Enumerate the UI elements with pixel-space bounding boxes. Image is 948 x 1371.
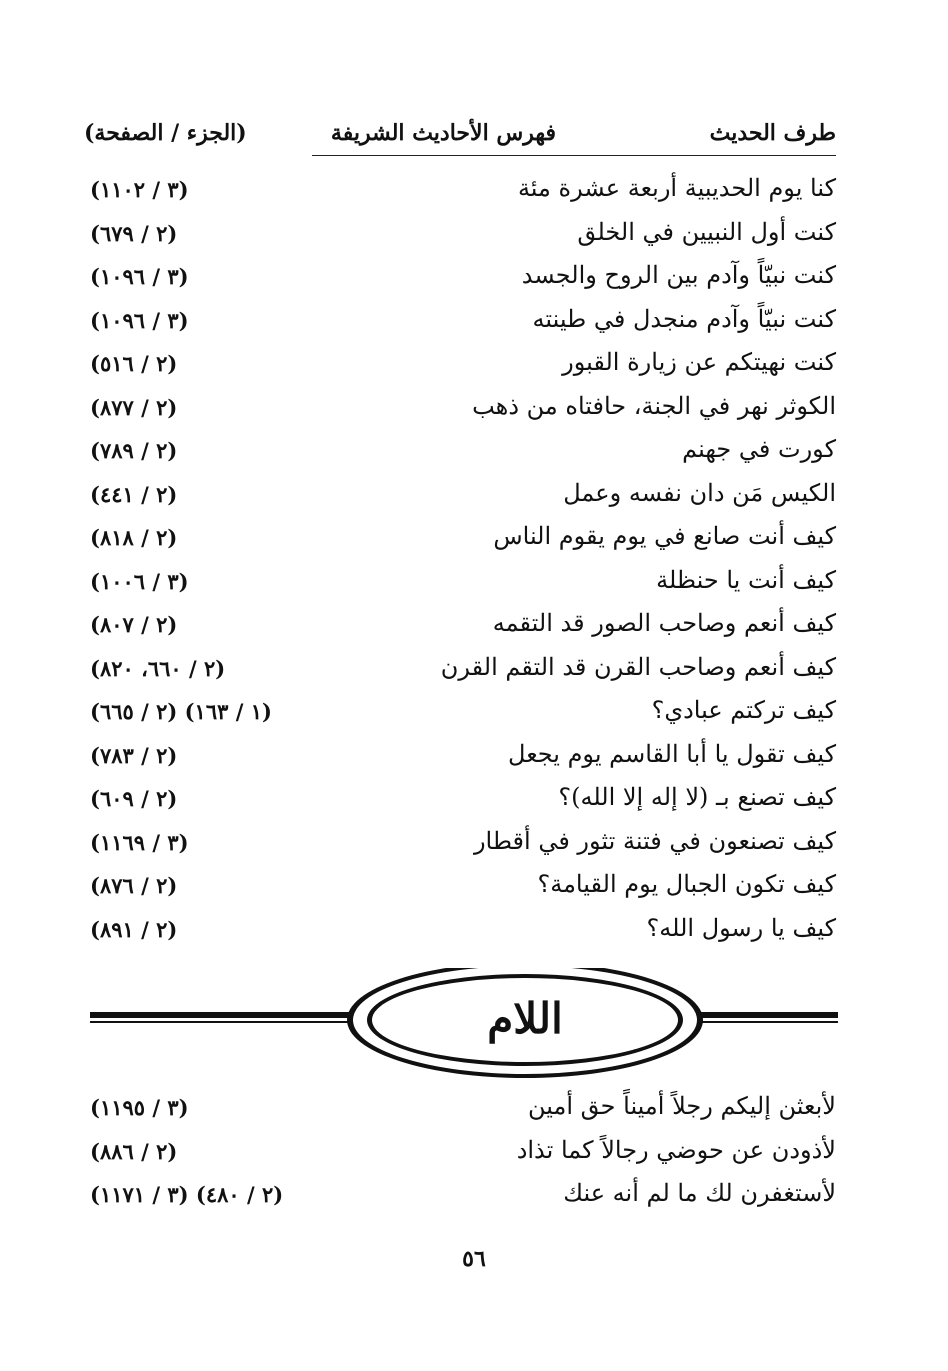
hadith-text: لأبعثن إليكم رجلاً أميناً حق أمين <box>527 1092 836 1120</box>
hadith-text: كنت أول النبيين في الخلق <box>577 217 836 246</box>
hadith-reference: (٢ / ٨٧٧) <box>90 394 178 420</box>
header-index-title: فهرس الأحاديث الشريفة <box>330 120 556 146</box>
list-item <box>84 303 836 347</box>
hadith-reference: (٣ / ١٠٩٦) <box>90 264 189 289</box>
page-number: ٥٦ <box>462 1246 486 1272</box>
hadith-text: كيف تركتم عبادي؟ <box>651 696 836 724</box>
hadith-reference: (٢ / ٤٨٠) (٣ / ١١٧١) <box>90 1182 284 1207</box>
hadith-reference: (٢ / ٨٠٧) <box>90 612 178 637</box>
section-title: اللام <box>487 994 563 1043</box>
list-item <box>84 607 836 651</box>
hadith-text: كورت في جهنم <box>682 435 836 463</box>
hadith-reference: (٢ / ٨٩١) <box>90 916 178 942</box>
list-item <box>84 781 836 825</box>
hadith-reference: (٣ / ١١٦٩) <box>90 829 189 855</box>
hadith-reference: (٢ / ٦٧٩) <box>90 220 178 246</box>
hadith-reference: (٢ / ٦٦٠، ٨٢٠) <box>90 655 226 681</box>
hadith-text: كنا يوم الحديبية أربعة عشرة مئة <box>517 174 836 202</box>
hadith-text: لأذودن عن حوضي رجالاً كما تذاد <box>516 1135 836 1164</box>
hadith-reference: (٢ / ٨٨٦) <box>90 1138 178 1164</box>
hadith-text: لأستغفرن لك ما لم أنه عنك <box>563 1179 836 1207</box>
hadith-text: كنت نبيّاً وآدم منجدل في طينته <box>532 304 836 333</box>
hadith-text: كنت نبيّاً وآدم بين الروح والجسد <box>521 261 836 289</box>
hadith-reference: (٢ / ٥١٦) <box>90 351 178 376</box>
table-header <box>84 116 836 156</box>
list-item <box>84 868 836 912</box>
hadith-text: كيف تقول يا أبا القاسم يوم يجعل <box>508 739 836 768</box>
hadith-reference: (٣ / ١١٩٥) <box>90 1095 189 1120</box>
list-item <box>84 1090 836 1134</box>
hadith-text: كيف تصنعون في فتنة تثور في أقطار <box>473 826 836 855</box>
hadith-reference: (٣ / ١١٠٢) <box>90 177 189 202</box>
header-underline <box>312 155 836 156</box>
list-item <box>84 216 836 260</box>
hadith-list-lam <box>84 1090 836 1221</box>
list-item <box>84 738 836 782</box>
hadith-text: كيف يا رسول الله؟ <box>646 913 836 942</box>
list-item <box>84 694 836 738</box>
hadith-reference: (٢ / ٨١٨) <box>90 525 178 550</box>
list-item <box>84 346 836 390</box>
hadith-reference: (٢ / ٧٨٩) <box>90 438 178 463</box>
list-item <box>84 1177 836 1221</box>
hadith-list <box>84 172 836 955</box>
header-hadith-column: طرف الحديث <box>709 120 836 146</box>
list-item <box>84 520 836 564</box>
hadith-text: كيف أنعم وصاحب الصور قد التقمه <box>492 609 836 637</box>
list-item <box>84 390 836 434</box>
list-item <box>84 825 836 869</box>
list-item <box>84 564 836 608</box>
hadith-reference: (٢ / ٨٧٦) <box>90 873 178 898</box>
list-item <box>84 912 836 956</box>
hadith-text: الكوثر نهر في الجنة، حافتاه من ذهب <box>472 391 836 420</box>
hadith-text: كيف أنت يا حنظلة <box>656 565 836 594</box>
hadith-reference: (١ / ١٦٣) (٢ / ٦٦٥) <box>90 699 272 724</box>
hadith-reference: (٢ / ٦٠٩) <box>90 786 178 811</box>
hadith-reference: (٢ / ٧٨٣) <box>90 742 178 768</box>
hadith-text: كيف أنعم وصاحب القرن قد التقم القرن <box>440 652 836 681</box>
hadith-reference: (٣ / ١٠٩٦) <box>90 307 189 333</box>
hadith-text: كيف تكون الجبال يوم القيامة؟ <box>537 870 836 898</box>
list-item <box>84 433 836 477</box>
hadith-text: كنت نهيتكم عن زيارة القبور <box>562 348 836 376</box>
hadith-text: الكيس مَن دان نفسه وعمل <box>563 478 836 507</box>
list-item <box>84 172 836 216</box>
hadith-reference: (٣ / ١٠٠٦) <box>90 568 189 594</box>
list-item <box>84 1134 836 1178</box>
hadith-reference: (٢ / ٤٤١) <box>90 481 178 507</box>
section-divider <box>90 968 838 1088</box>
header-volume-page-column: (الجزء / الصفحة) <box>84 120 247 146</box>
hadith-text: كيف أنت صانع في يوم يقوم الناس <box>493 522 836 550</box>
list-item <box>84 477 836 521</box>
list-item <box>84 259 836 303</box>
list-item <box>84 651 836 695</box>
hadith-text: كيف تصنع بـ (لا إله إلا الله)؟ <box>558 783 836 811</box>
